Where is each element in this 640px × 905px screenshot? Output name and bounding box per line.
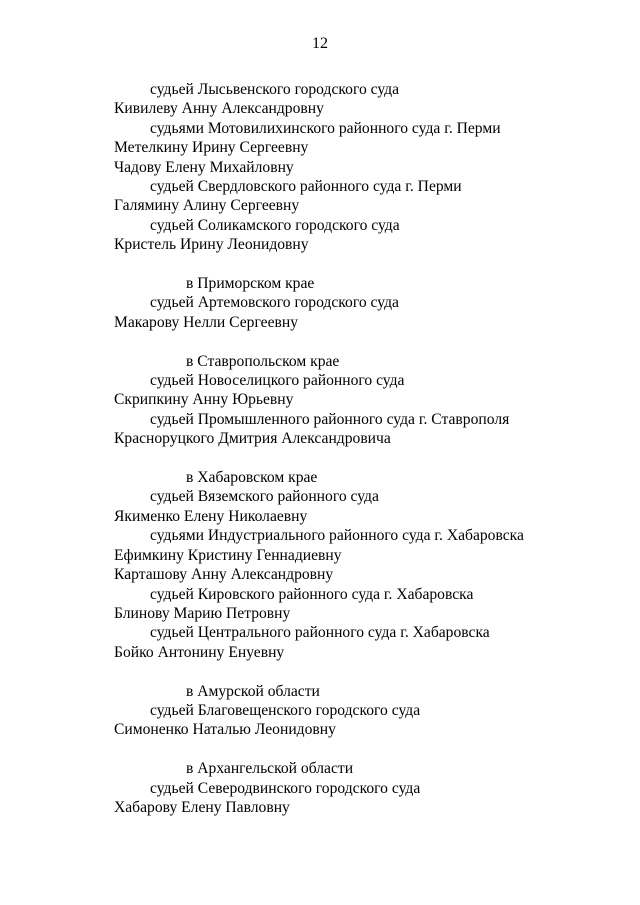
court-line: судьей Промышленного районного суда г. Ставрополя: [150, 410, 510, 428]
court-line: судьей Новоселицкого районного суда: [150, 372, 405, 390]
section-gap: [114, 662, 614, 681]
section-gap: [114, 449, 614, 468]
region-heading: в Амурской области: [186, 682, 320, 700]
judge-name: Симоненко Наталью Леонидовну: [114, 721, 336, 739]
court-line: судьей Артемовского городского суда: [150, 294, 399, 312]
judge-name: Скрипкину Анну Юрьевну: [114, 391, 294, 409]
region-heading: в Архангельской области: [186, 760, 354, 778]
judge-name: Чадову Елену Михайловну: [114, 158, 294, 176]
judge-name: Красноруцкого Дмитрия Александровича: [114, 430, 391, 448]
judge-name: Блинову Марию Петровну: [114, 604, 291, 622]
region-heading: в Приморском крае: [186, 275, 315, 293]
page-number: 12: [312, 35, 328, 52]
judge-name: Галямину Алину Сергеевну: [114, 197, 300, 215]
court-line: судьей Вяземского районного суда: [150, 488, 379, 506]
section-gap: [114, 255, 614, 274]
judge-name: Карташову Анну Александровну: [114, 566, 334, 584]
judge-name: Бойко Антонину Енуевну: [114, 643, 285, 661]
judge-name: Хабарову Елену Павловну: [114, 798, 290, 816]
court-line: судьей Соликамского городского суда: [150, 216, 400, 234]
judge-name: Якименко Елену Николаевну: [114, 507, 308, 525]
court-line: судьей Благовещенского городского суда: [150, 701, 421, 719]
section-gap: [114, 332, 614, 351]
judge-name: Ефимкину Кристину Геннадиевну: [114, 546, 342, 564]
court-line: судьей Свердловского районного суда г. Перми: [150, 178, 462, 196]
court-line: судьей Центрального районного суда г. Хабаровска: [150, 624, 490, 642]
judge-name: Кристель Ирину Леонидовну: [114, 236, 309, 254]
section-gap: [114, 740, 614, 759]
judge-name: Метелкину Ирину Сергеевну: [114, 139, 309, 157]
judge-name: Макарову Нелли Сергеевну: [114, 313, 299, 331]
region-heading: в Хабаровском крае: [186, 469, 318, 487]
court-line: судьями Мотовилихинского районного суда г. Перми: [150, 119, 501, 137]
court-line: судьей Кировского районного суда г. Хабаровска: [150, 585, 474, 603]
court-line: судьей Лысьвенского городского суда: [150, 81, 400, 98]
court-line: судьей Северодвинского городского суда: [150, 779, 421, 797]
region-heading: в Ставропольском крае: [186, 352, 340, 370]
judge-name: Кивилеву Анну Александровну: [114, 100, 324, 118]
court-line: судьями Индустриального районного суда г. Хабаровска: [150, 527, 524, 545]
appointment-list: [114, 80, 614, 817]
